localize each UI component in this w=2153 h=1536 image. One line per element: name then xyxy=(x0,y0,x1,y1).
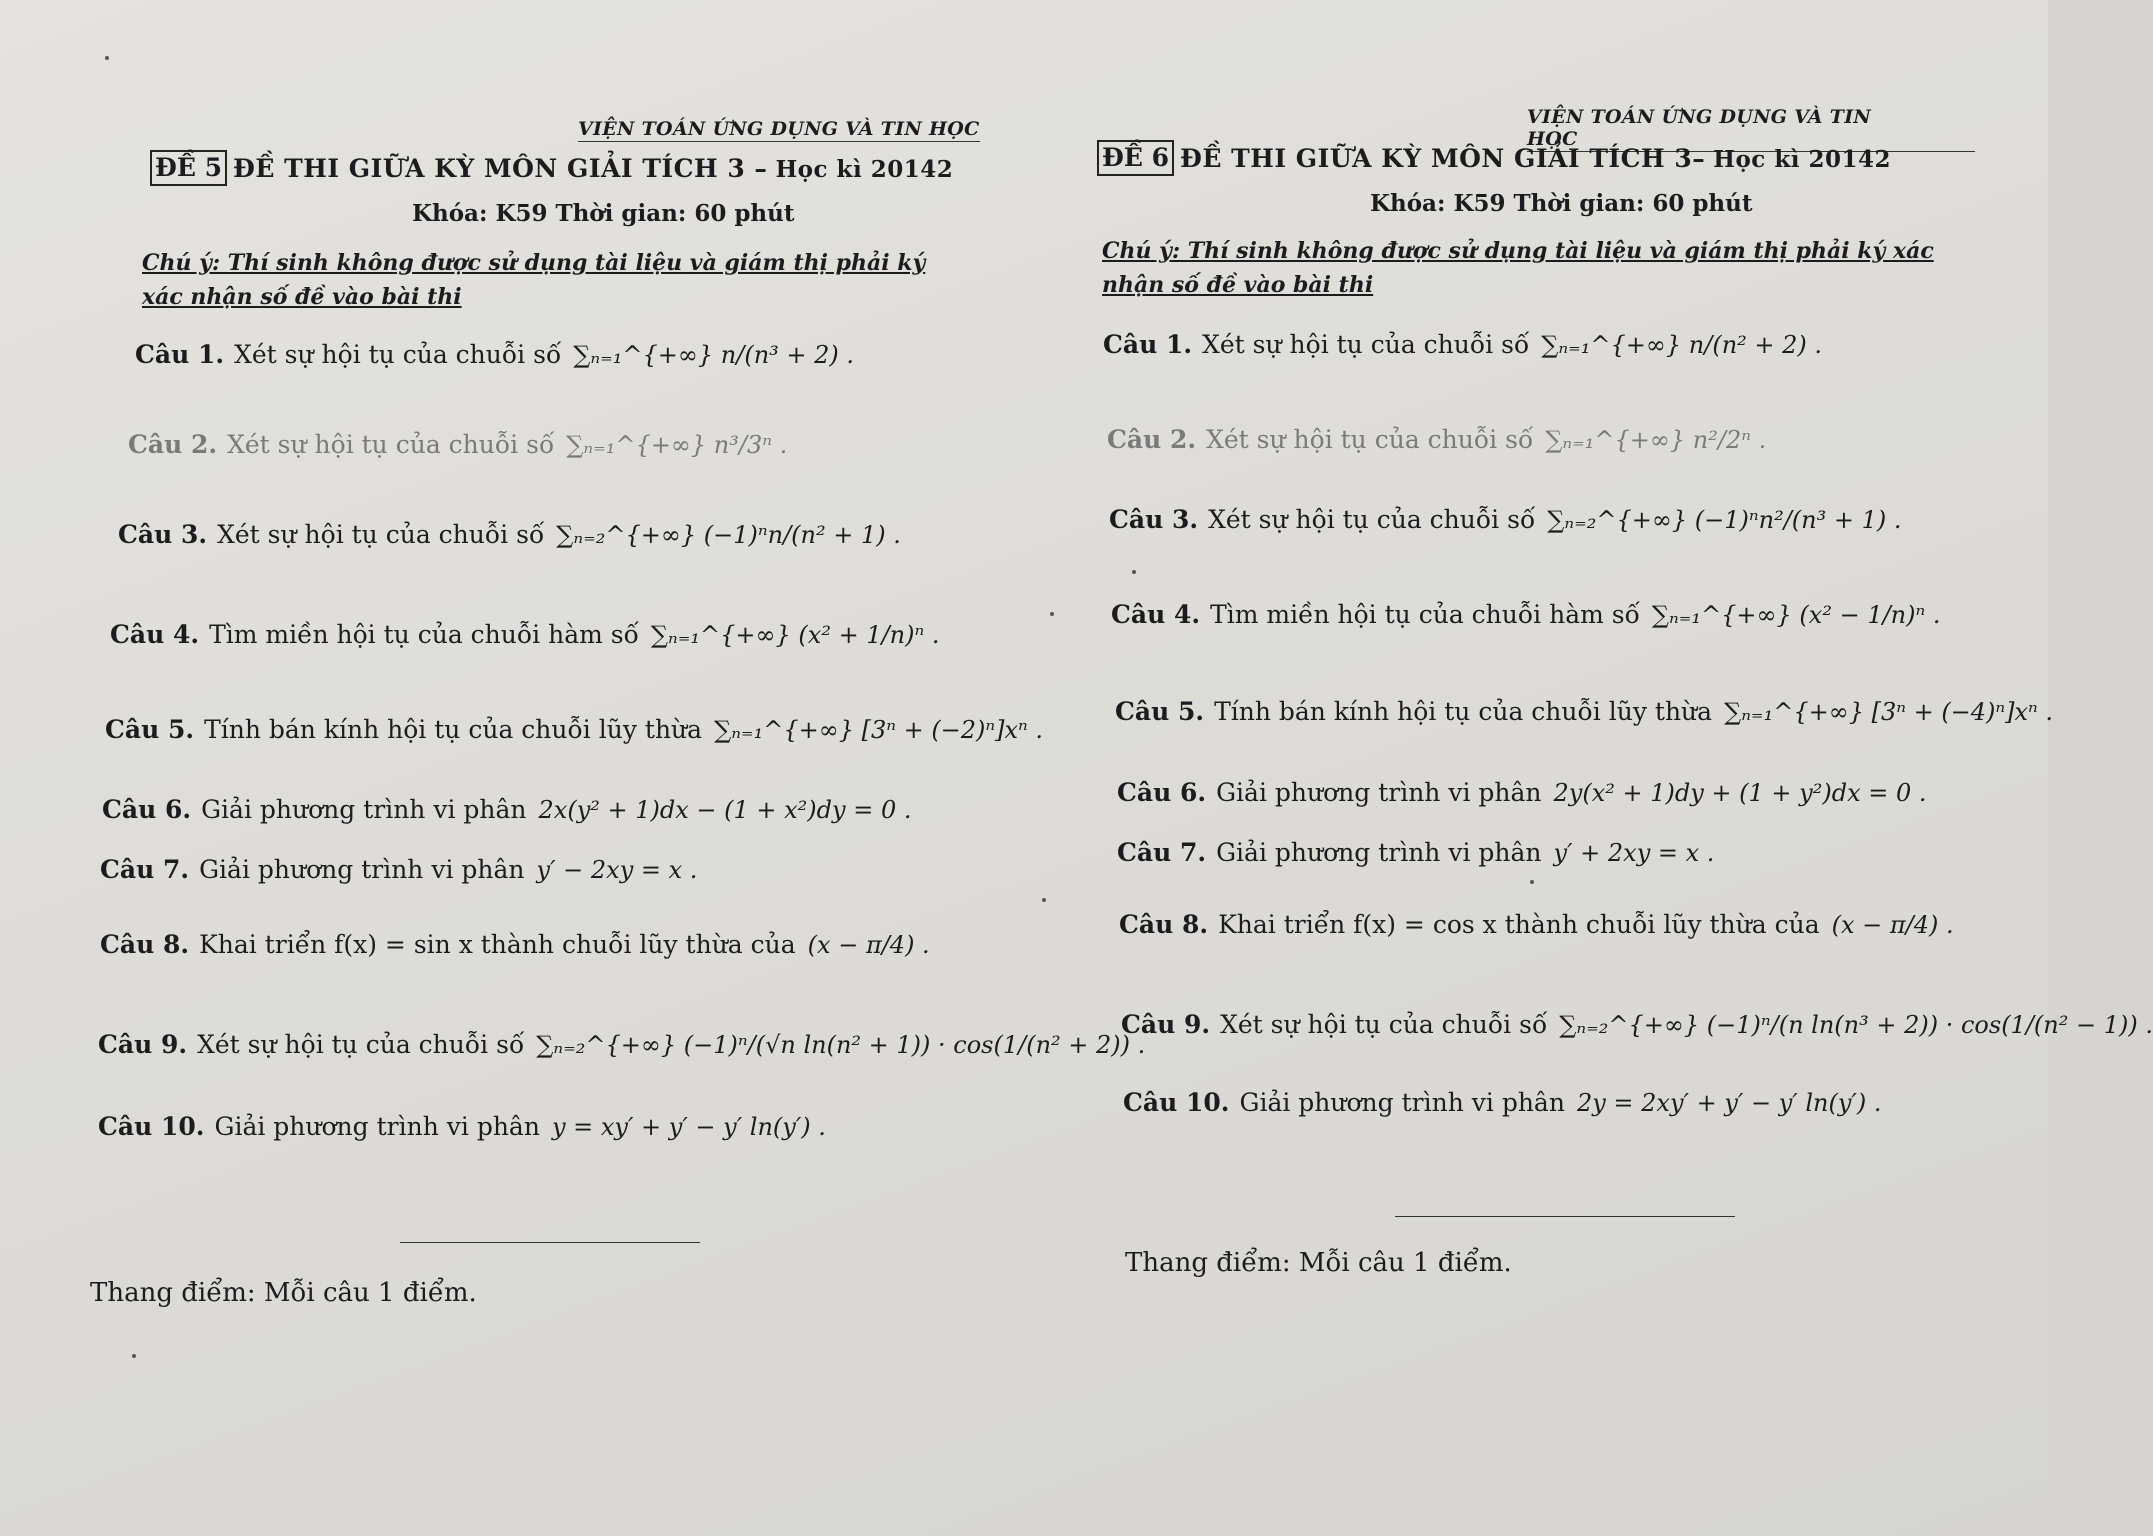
question-label: Câu 6. xyxy=(102,795,192,824)
paper-speck xyxy=(1042,898,1046,902)
question-8 xyxy=(100,930,930,959)
question-label: Câu 8. xyxy=(1119,910,1209,939)
institute-header: VIỆN TOÁN ỨNG DỤNG VÀ TIN HỌC xyxy=(578,118,980,140)
question-9 xyxy=(98,1030,1145,1059)
exam-title: ĐỀ THI GIỮA KỲ MÔN GIẢI TÍCH 3– Học kì 20142 xyxy=(1180,143,1892,173)
question-formula: ∑ₙ₌₁^{+∞} n²/2ⁿ . xyxy=(1545,425,1767,454)
question-formula: ∑ₙ₌₂^{+∞} (−1)ⁿ/(√n ln(n² + 1)) · cos(1/(n² + 2)) . xyxy=(536,1030,1146,1059)
question-formula: y′ + 2xy = x . xyxy=(1553,838,1715,867)
question-formula: ∑ₙ₌₁^{+∞} n³/3ⁿ . xyxy=(566,430,788,459)
question-4 xyxy=(1111,600,1940,629)
question-formula: 2y = 2xy′ + y′ − y′ ln(y′) . xyxy=(1576,1088,1882,1117)
paper-speck xyxy=(1132,570,1136,574)
question-10 xyxy=(1123,1088,1881,1117)
question-8 xyxy=(1119,910,1954,939)
question-formula: ∑ₙ₌₁^{+∞} [3ⁿ + (−2)ⁿ]xⁿ . xyxy=(714,715,1044,744)
question-label: Câu 10. xyxy=(1123,1088,1230,1117)
question-text: Giải phương trình vi phân xyxy=(199,855,525,884)
question-label: Câu 9. xyxy=(98,1030,188,1059)
question-text: Xét sự hội tụ của chuỗi số xyxy=(234,340,562,369)
question-2 xyxy=(1107,425,1766,454)
score-note: Thang điểm: Mỗi câu 1 điểm. xyxy=(90,1278,477,1308)
question-formula: (x − π/4) . xyxy=(807,930,930,959)
question-label: Câu 4. xyxy=(110,620,200,649)
exam-code-box: ĐỀ 5 xyxy=(150,150,227,186)
course-info: Khóa: K59 Thời gian: 60 phút xyxy=(412,200,795,227)
question-text: Tính bán kính hội tụ của chuỗi lũy thừa xyxy=(204,715,703,744)
question-text: Xét sự hội tụ của chuỗi số xyxy=(227,430,555,459)
semester: Học kì 20142 xyxy=(1713,145,1892,173)
question-label: Câu 3. xyxy=(1109,505,1199,534)
question-label: Câu 5. xyxy=(1115,697,1205,726)
question-4 xyxy=(110,620,939,649)
question-1 xyxy=(135,340,854,369)
question-label: Câu 5. xyxy=(105,715,195,744)
question-text: Khai triển f(x) = sin x thành chuỗi lũy thừa của xyxy=(199,930,796,959)
exam-title-row xyxy=(1097,140,1891,176)
exam-note: Chú ý: Thí sinh không được sử dụng tài liệu và giám thị phải ký xác nhận số đề vào bài thi xyxy=(142,250,926,310)
question-formula: ∑ₙ₌₂^{+∞} (−1)ⁿ/(n ln(n³ + 2)) · cos(1/(n² − 1)) . xyxy=(1559,1010,2153,1039)
question-label: Câu 9. xyxy=(1121,1010,1211,1039)
question-text: Tìm miền hội tụ của chuỗi hàm số xyxy=(209,620,639,649)
question-formula: ∑ₙ₌₁^{+∞} n/(n² + 2) . xyxy=(1541,330,1823,359)
question-7 xyxy=(1117,838,1714,867)
exam-title-row xyxy=(150,150,953,186)
question-text: Xét sự hội tụ của chuỗi số xyxy=(217,520,545,549)
question-label: Câu 7. xyxy=(100,855,190,884)
question-label: Câu 1. xyxy=(135,340,225,369)
question-label: Câu 6. xyxy=(1117,778,1207,807)
question-formula: ∑ₙ₌₂^{+∞} (−1)ⁿn/(n² + 1) . xyxy=(556,520,901,549)
question-formula: ∑ₙ₌₂^{+∞} (−1)ⁿn²/(n³ + 1) . xyxy=(1547,505,1902,534)
question-label: Câu 4. xyxy=(1111,600,1201,629)
question-5 xyxy=(105,715,1043,744)
divider-line xyxy=(1395,1216,1735,1217)
exam-title: ĐỀ THI GIỮA KỲ MÔN GIẢI TÍCH 3 – Học kì 20142 xyxy=(233,153,954,183)
question-text: Giải phương trình vi phân xyxy=(1239,1088,1565,1117)
divider-line xyxy=(400,1242,700,1243)
question-text: Tính bán kính hội tụ của chuỗi lũy thừa xyxy=(1214,697,1713,726)
exam-code-box: ĐỀ 6 xyxy=(1097,140,1174,176)
question-formula: y = xy′ + y′ − y′ ln(y′) . xyxy=(551,1112,826,1141)
institute-header: VIỆN TOÁN ỨNG DỤNG VÀ TIN HỌC xyxy=(1527,106,1975,152)
question-3 xyxy=(118,520,901,549)
question-1 xyxy=(1103,330,1822,359)
question-formula: (x − π/4) . xyxy=(1831,910,1954,939)
question-9 xyxy=(1121,1010,2153,1039)
question-label: Câu 2. xyxy=(128,430,218,459)
question-formula: y′ − 2xy = x . xyxy=(536,855,698,884)
question-5 xyxy=(1115,697,2053,726)
question-formula: 2y(x² + 1)dy + (1 + y²)dx = 0 . xyxy=(1553,778,1927,807)
paper-speck xyxy=(105,56,109,60)
question-6 xyxy=(1117,778,1927,807)
question-text: Xét sự hội tụ của chuỗi số xyxy=(1208,505,1536,534)
paper-speck xyxy=(1050,612,1054,616)
question-formula: ∑ₙ₌₁^{+∞} [3ⁿ + (−4)ⁿ]xⁿ . xyxy=(1724,697,2054,726)
question-label: Câu 10. xyxy=(98,1112,205,1141)
question-text: Giải phương trình vi phân xyxy=(201,795,527,824)
score-note: Thang điểm: Mỗi câu 1 điểm. xyxy=(1125,1248,1512,1278)
question-label: Câu 1. xyxy=(1103,330,1193,359)
question-2 xyxy=(128,430,787,459)
question-formula: ∑ₙ₌₁^{+∞} (x² + 1/n)ⁿ . xyxy=(650,620,940,649)
question-text: Xét sự hội tụ của chuỗi số xyxy=(1202,330,1530,359)
question-label: Câu 8. xyxy=(100,930,190,959)
question-text: Giải phương trình vi phân xyxy=(214,1112,540,1141)
paper-speck xyxy=(1530,880,1534,884)
exam-note: Chú ý: Thí sinh không được sử dụng tài liệu và giám thị phải ký xác nhận số đề vào bài thi xyxy=(1102,238,1934,298)
question-10 xyxy=(98,1112,826,1141)
question-label: Câu 3. xyxy=(118,520,208,549)
question-3 xyxy=(1109,505,1902,534)
question-text: Xét sự hội tụ của chuỗi số xyxy=(1206,425,1534,454)
question-text: Xét sự hội tụ của chuỗi số xyxy=(197,1030,525,1059)
question-formula: ∑ₙ₌₁^{+∞} (x² − 1/n)ⁿ . xyxy=(1651,600,1941,629)
question-formula: ∑ₙ₌₁^{+∞} n/(n³ + 2) . xyxy=(573,340,855,369)
question-label: Câu 2. xyxy=(1107,425,1197,454)
semester: Học kì 20142 xyxy=(775,155,954,183)
paper-speck xyxy=(132,1354,136,1358)
question-formula: 2x(y² + 1)dx − (1 + x²)dy = 0 . xyxy=(538,795,912,824)
question-text: Tìm miền hội tụ của chuỗi hàm số xyxy=(1210,600,1640,629)
course-info: Khóa: K59 Thời gian: 60 phút xyxy=(1370,190,1753,217)
question-label: Câu 7. xyxy=(1117,838,1207,867)
question-text: Giải phương trình vi phân xyxy=(1216,838,1542,867)
question-text: Xét sự hội tụ của chuỗi số xyxy=(1220,1010,1548,1039)
question-text: Khai triển f(x) = cos x thành chuỗi lũy thừa của xyxy=(1218,910,1820,939)
question-6 xyxy=(102,795,911,824)
question-7 xyxy=(100,855,697,884)
question-text: Giải phương trình vi phân xyxy=(1216,778,1542,807)
